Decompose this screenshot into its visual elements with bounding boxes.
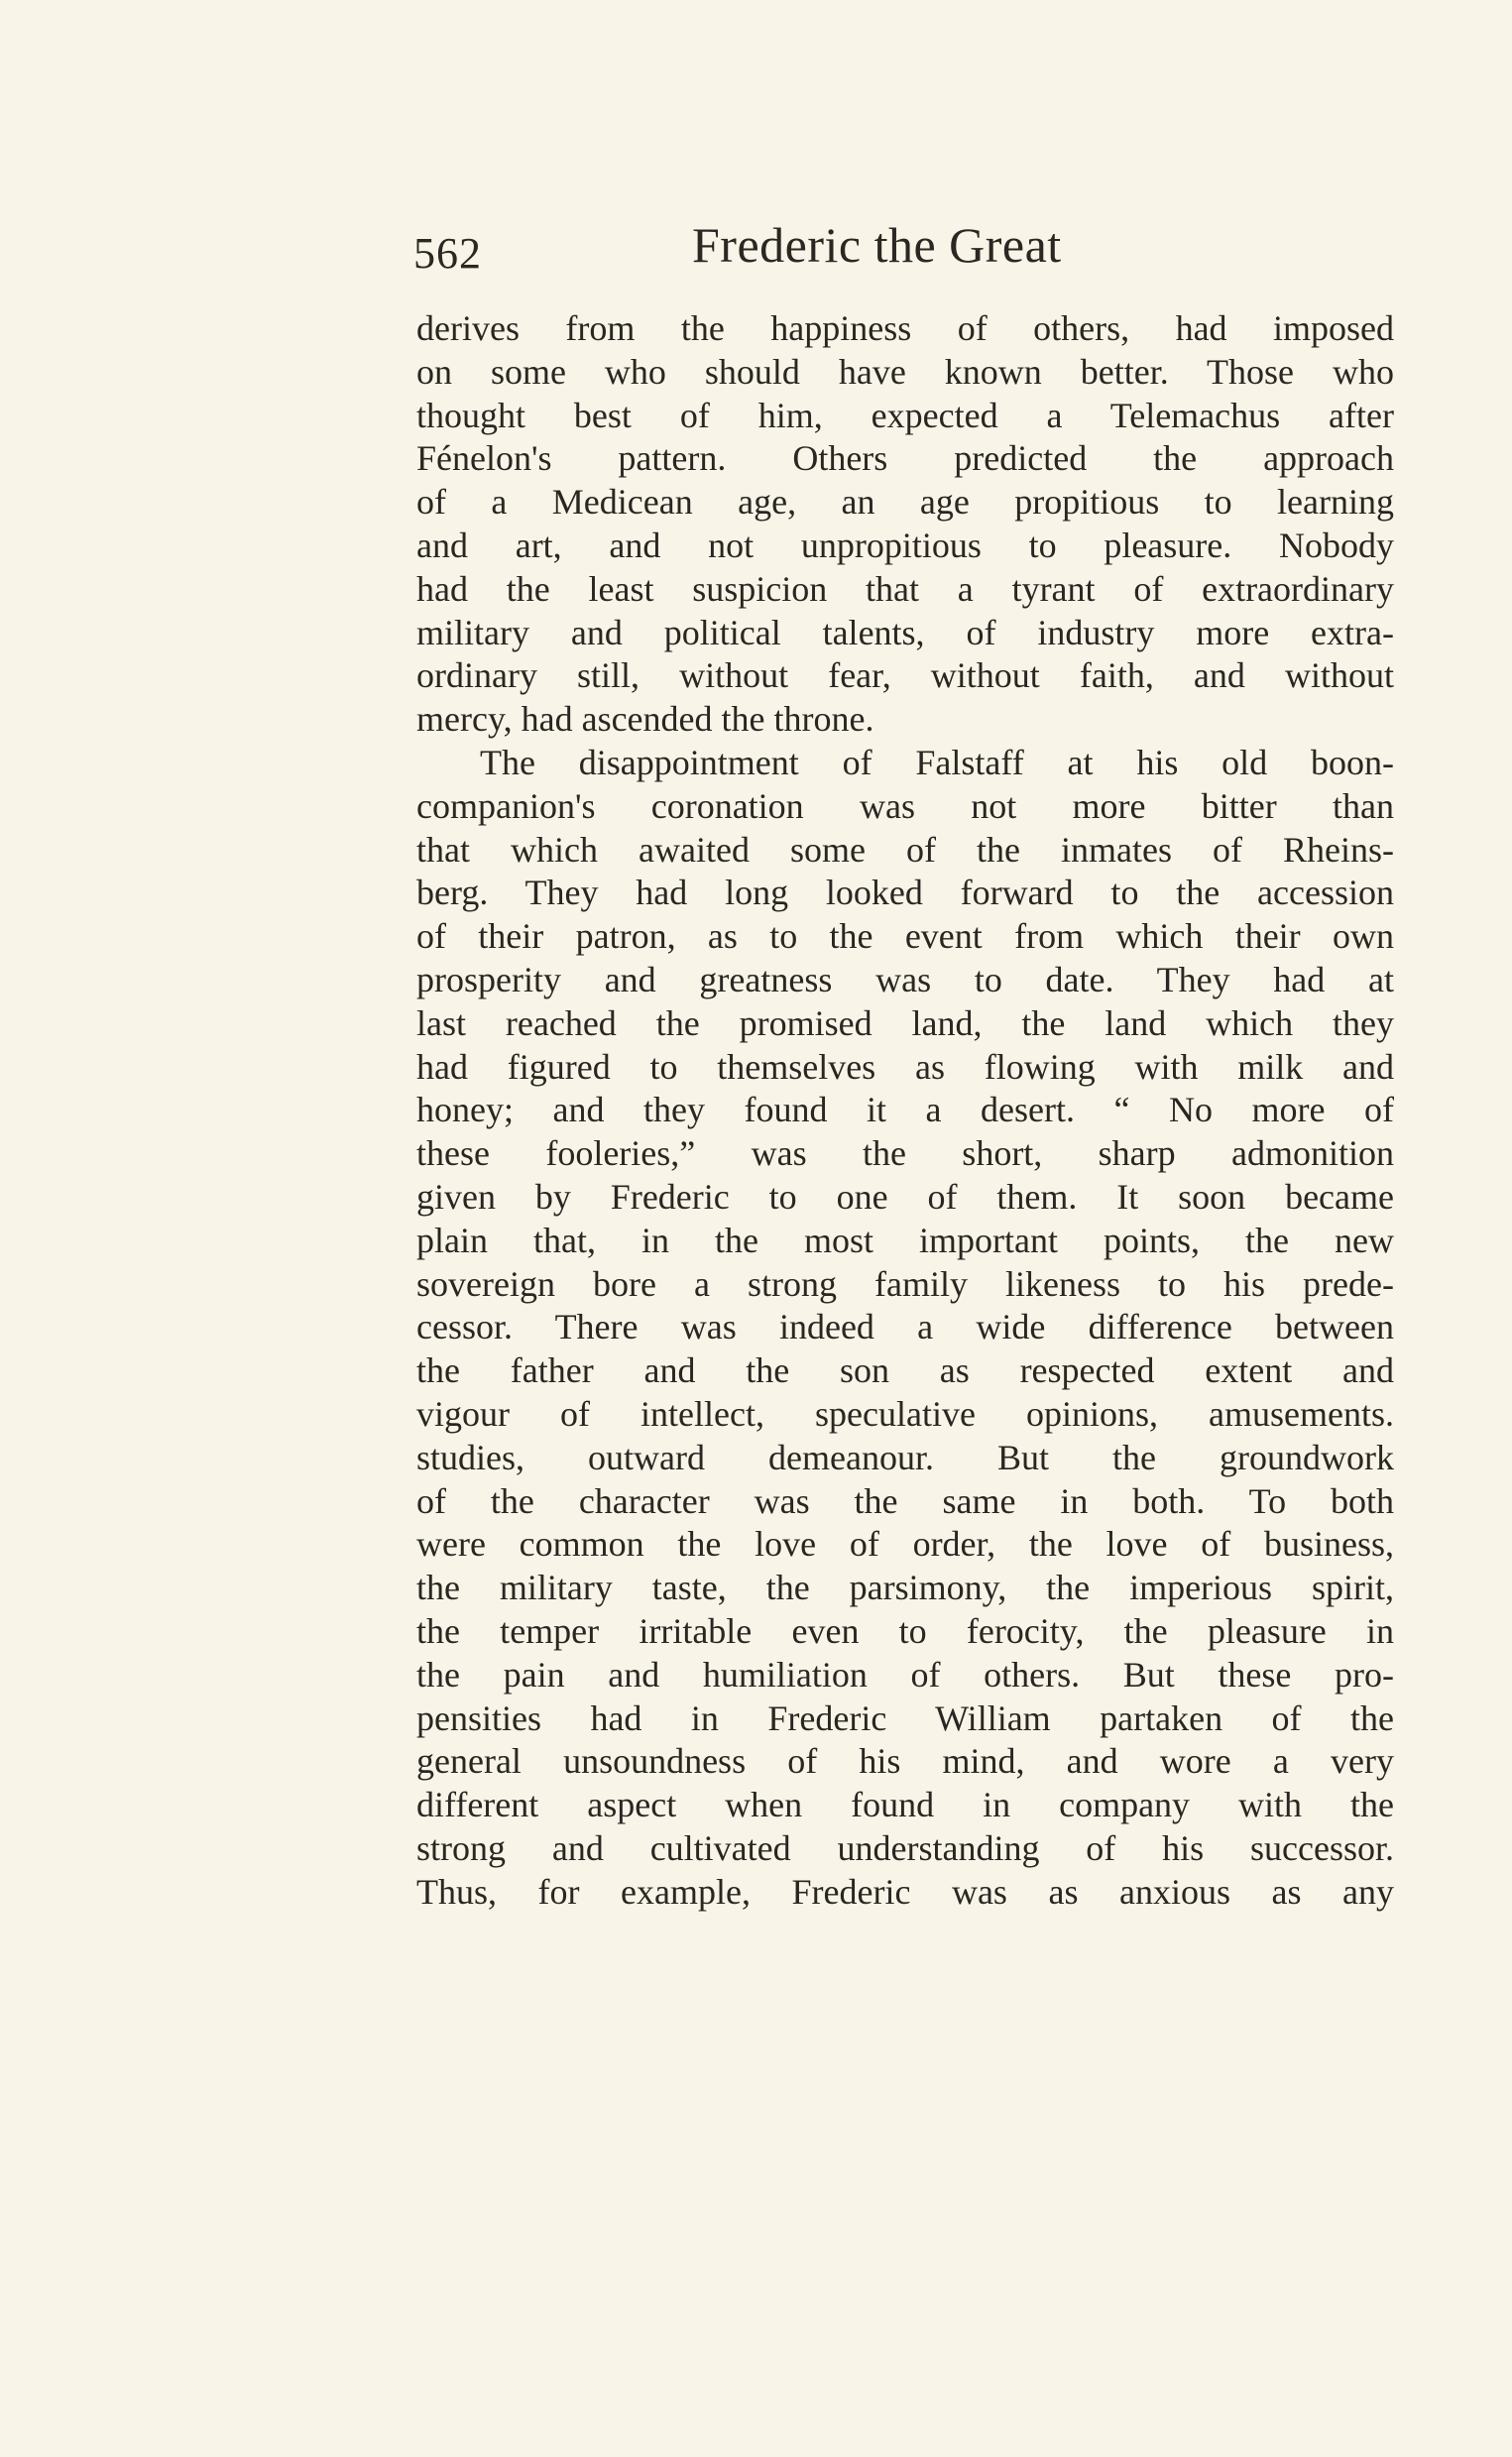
text-line: mercy, had ascended the throne. [416, 699, 874, 740]
page-header [413, 216, 1396, 286]
text-line: vigour of intellect, speculative opinions, amusements. [416, 1393, 1394, 1434]
text-line: the temper irritable even to ferocity, the pleasure in [416, 1610, 1394, 1651]
page-number: 562 [413, 229, 482, 278]
text-line: studies, outward demeanour. But the groundwork [416, 1437, 1394, 1477]
text-line: Thus, for example, Frederic was as anxious as any [416, 1871, 1394, 1912]
text-line: last reached the promised land, the land which they [416, 1002, 1394, 1043]
text-line: the pain and humiliation of others. But these pro- [416, 1654, 1394, 1695]
text-line: had the least suspicion that a tyrant of extraordinary [416, 568, 1394, 609]
text-line: thought best of him, expected a Telemachus after [416, 395, 1394, 435]
text-line: had figured to themselves as flowing with milk and [416, 1046, 1394, 1087]
text-line: of their patron, as to the event from which their own [416, 916, 1394, 957]
text-line: ordinary still, without fear, without faith, and without [416, 655, 1394, 696]
text-line: berg. They had long looked forward to the accession [416, 873, 1394, 913]
body-text [416, 307, 1394, 1914]
text-line: different aspect when found in company with the [416, 1785, 1394, 1825]
text-line: strong and cultivated understanding of his successor. [416, 1827, 1394, 1868]
text-line: on some who should have known better. Those who [416, 351, 1394, 392]
text-line: given by Frederic to one of them. It soon became [416, 1176, 1394, 1217]
text-line: of the character was the same in both. To both [416, 1480, 1394, 1521]
text-line: that which awaited some of the inmates of Rheins- [416, 829, 1394, 870]
text-line: were common the love of order, the love of business, [416, 1524, 1394, 1565]
text-line: and art, and not unpropitious to pleasure. Nobody [416, 525, 1394, 565]
text-line: these fooleries,” was the short, sharp admonition [416, 1133, 1394, 1174]
text-line: the father and the son as respected extent and [416, 1350, 1394, 1391]
text-line: plain that, in the most important points, the new [416, 1220, 1394, 1260]
text-line: prosperity and greatness was to date. They had at [416, 959, 1394, 999]
text-line: the military taste, the parsimony, the imperious spirit, [416, 1568, 1394, 1608]
running-head: Frederic the Great [692, 217, 1062, 273]
text-line: of a Medicean age, an age propitious to learning [416, 482, 1394, 523]
text-line: military and political talents, of industry more extra- [416, 612, 1394, 652]
text-line: sovereign bore a strong family likeness to his prede- [416, 1263, 1394, 1304]
text-line: pensities had in Frederic William partaken of the [416, 1697, 1394, 1738]
text-line: general unsoundness of his mind, and wore a very [416, 1741, 1394, 1782]
paragraph-start-line: The disappointment of Falstaff at his old boon- [480, 742, 1394, 782]
text-line: honey; and they found it a desert. “ No more of [416, 1090, 1394, 1130]
text-line: Fénelon's pattern. Others predicted the approach [416, 438, 1394, 479]
text-line: cessor. There was indeed a wide difference between [416, 1307, 1394, 1347]
text-line: companion's coronation was not more bitter than [416, 785, 1394, 826]
text-line: derives from the happiness of others, had imposed [416, 308, 1394, 348]
